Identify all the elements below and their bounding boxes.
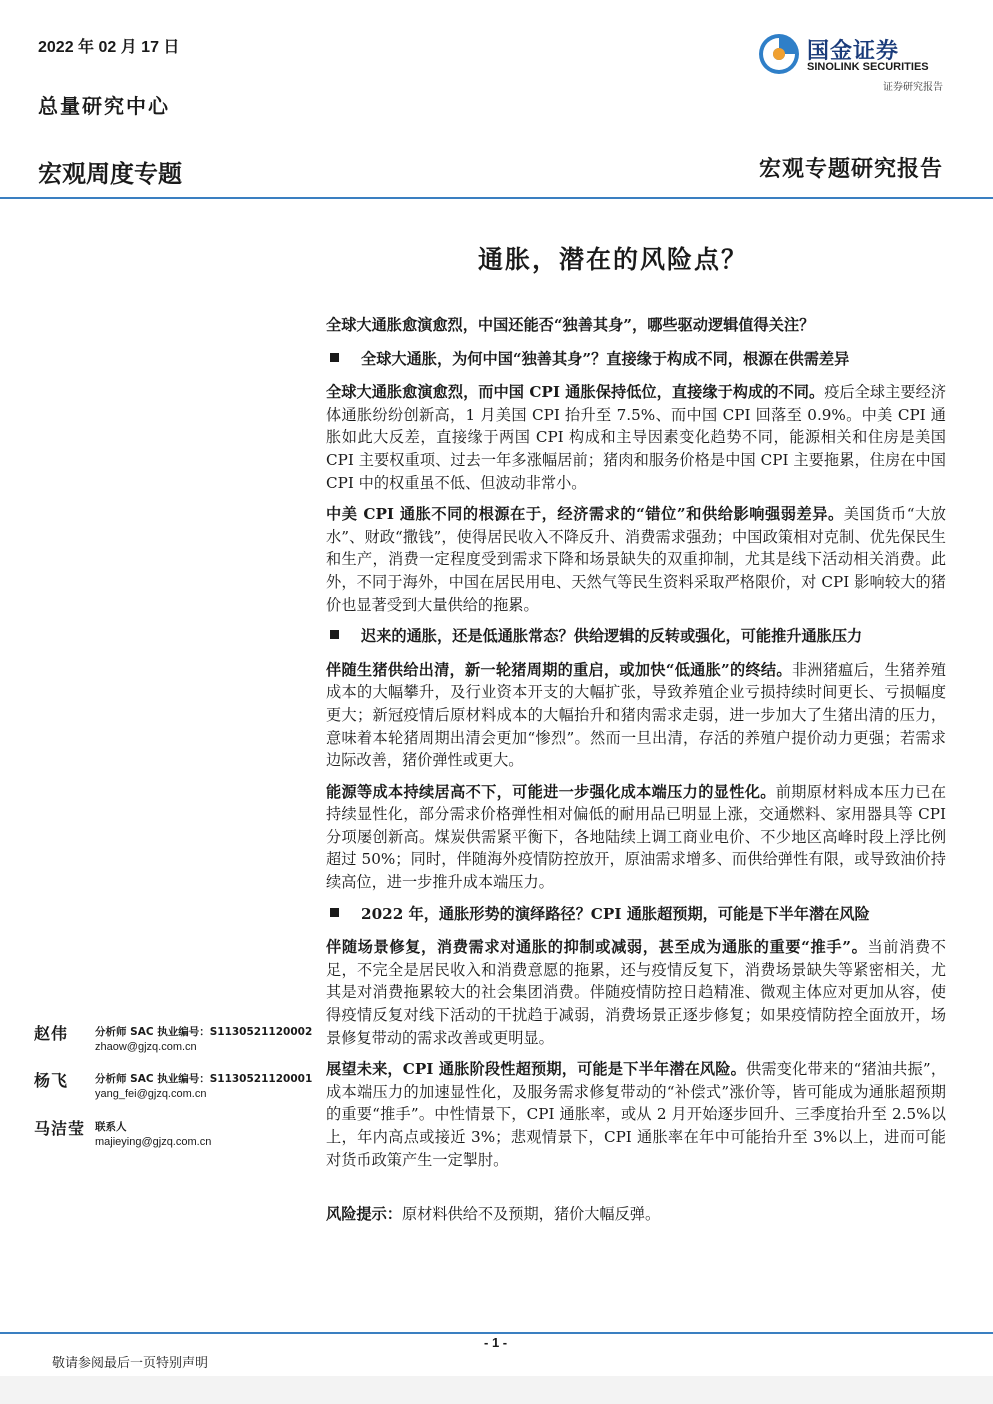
section-heading-text: 2022 年，通胀形势的演绎路径？CPI 通胀超预期，可能是下半年潜在风险 [361, 904, 870, 923]
report-date: 2022 年 02 月 17 日 [38, 39, 180, 56]
paragraph-lead: 中美 CPI 通胀不同的根源在于，经济需求的“错位”和供给影响强弱差异。 [326, 505, 844, 524]
paragraph-lead: 全球大通胀愈演愈烈，而中国 CPI 通胀保持低位，直接缘于构成的不同。 [326, 383, 825, 402]
paragraph-text: 当前消费不足，不完全是居民收入和消费意愿的拖累，还与疫情反复下，消费场景缺失等紧密相关，尤其是对消费拖累较大的社会集团消费。伴随疫情防控日趋精准、微观主体应对更加从容，使得疫情反复对线下活动的干扰趋于减弱，消费场景正逐步修复；如果疫情防控全面放开，场景修复带动的需求改善或更明显。 [326, 938, 946, 1047]
bullet-square-icon [330, 353, 339, 362]
paragraph [326, 659, 946, 772]
page-bottom-band [0, 1376, 993, 1404]
paragraph-lead: 能源等成本持续居高不下，可能进一步强化成本端压力的显性化。 [326, 782, 776, 801]
paragraph-lead: 展望未来，CPI 通胀阶段性超预期，可能是下半年潜在风险。 [326, 1060, 747, 1079]
footer-divider [0, 1332, 993, 1334]
paragraph-text: 非洲猪瘟后，生猪养殖成本的大幅攀升，及行业资本开支的大幅扩张，导致养殖企业亏损持续时间更长、亏损幅度更大；新冠疫情后原材料成本的大幅抬升和猪肉需求走弱，进一步加大了生猪出清的压力，意味着本轮猪周期出清会更加“惨烈”。然而一旦出清，存活的养殖户提价动力更强；若需求边际改善，猪价弹性或更大。 [326, 660, 946, 770]
paragraph [326, 781, 946, 894]
analyst-name: 杨飞 [34, 1071, 69, 1090]
analyst-name: 赵伟 [34, 1024, 69, 1043]
paragraph [326, 1058, 946, 1171]
paragraph [326, 503, 946, 616]
analyst-email[interactable]: majieying@gjzq.com.cn [95, 1136, 212, 1148]
sinolink-logo-icon [757, 32, 801, 76]
footer-disclaimer: 敬请参阅最后一页特别声明 [52, 1356, 209, 1371]
analyst-credential: 分析师 SAC 执业编号：S1130521120001 [95, 1073, 313, 1085]
section-heading [326, 348, 946, 371]
analyst-email[interactable]: zhaow@gjzq.com.cn [95, 1041, 197, 1053]
logo-cn-text: 国金证券 [807, 39, 900, 64]
securities-report-label: 证券研究报告 [883, 82, 943, 93]
risk-label: 风险提示： [326, 1205, 402, 1224]
paragraph-text: 疫后全球主要经济体通胀纷纷创新高，1 月美国 CPI 抬升至 7.5%、而中国 CPI 回落至 0.9%。中美 CPI 通胀如此大反差，直接缘于两国 CPI 构成和主导因素变化趋势不同，能源相关和住房是美国 CPI 主要权重项、过去一年多涨幅居前；猪肉和服务价格是中国 CPI 主要拖累，住房在中国 CPI 中的权重虽不低、但波动非常小。 [326, 383, 947, 492]
report-body [326, 314, 946, 1235]
analyst-credential: 分析师 SAC 执业编号：S1130521120002 [95, 1026, 313, 1038]
section-heading [326, 625, 946, 648]
paragraph-text: 美国货币“大放水”、财政“撒钱”，使得居民收入不降反升、消费需求强劲；中国政策相对克制、优先保民生和生产，消费一定程度受到需求下降和场景缺失的双重抑制，尤其是线下活动相关消费。此外，不同于海外，中国在居民用电、天然气等民生资料采取严格限价，对 CPI 影响较大的猪价也显著受到大量供给的拖累。 [326, 505, 946, 614]
bullet-square-icon [330, 908, 339, 917]
report-type: 宏观专题研究报告 [758, 156, 943, 182]
paragraph-text: 前期原材料成本压力已在持续显性化，部分需求价格弹性相对偏低的耐用品已明显上涨，交通燃料、家用器具等 CPI 分项屡创新高。煤炭供需紧平衡下，各地陆续上调工商业电价、不少地区高峰时段上浮比例超过 50%；同时，伴随海外疫情防控放开，原油需求增多、而供给弹性有限，或导致油价持续高位，进一步推升成本端压力。 [326, 782, 947, 892]
report-series: 宏观周度专题 [38, 160, 182, 188]
paragraph-lead: 伴随生猪供给出清，新一轮猪周期的重启，或加快“低通胀”的终结。 [326, 660, 792, 679]
risk-warning [326, 1203, 946, 1226]
section-heading-text: 全球大通胀，为何中国“独善其身”？直接缘于构成不同，根源在供需差异 [361, 349, 850, 368]
page-title: 通胀，潜在的风险点？ [478, 245, 749, 274]
paragraph-lead: 伴随场景修复，消费需求对通胀的抑制或减弱，甚至成为通胀的重要“推手”。 [326, 938, 868, 957]
header-divider [0, 197, 993, 199]
analyst-name: 马洁莹 [34, 1119, 86, 1138]
risk-text: 原材料供给不及预期，猪价大幅反弹。 [401, 1205, 661, 1224]
bullet-square-icon [330, 630, 339, 639]
section-heading [326, 903, 946, 926]
page-number: - 1 - [484, 1335, 508, 1350]
research-center: 总量研究中心 [38, 94, 170, 118]
paragraph-text: 供需变化带来的“猪油共振”，成本端压力的加速显性化，及服务需求修复带动的“补偿式”涨价等，皆可能成为通胀超预期的重要“推手”。中性情景下，CPI 通胀率，或从 2 月开始逐步回升、三季度抬升至 2.5%以上，年内高点或接近 3%；悲观情景下，CPI 通胀率在年中可能抬升至 3%以上，进而可能对货币政策产生一定掣肘。 [326, 1060, 947, 1169]
lead-question: 全球大通胀愈演愈烈，中国还能否“独善其身”，哪些驱动逻辑值得关注？ [326, 316, 815, 334]
section-heading-text: 迟来的通胀，还是低通胀常态？供给逻辑的反转或强化，可能推升通胀压力 [361, 627, 863, 646]
paragraph [326, 936, 946, 1049]
paragraph [326, 381, 946, 494]
logo-en-text: SINOLINK SECURITIES [807, 61, 929, 73]
analyst-credential: 联系人 [95, 1121, 127, 1133]
analyst-email[interactable]: yang_fei@gjzq.com.cn [95, 1088, 207, 1100]
